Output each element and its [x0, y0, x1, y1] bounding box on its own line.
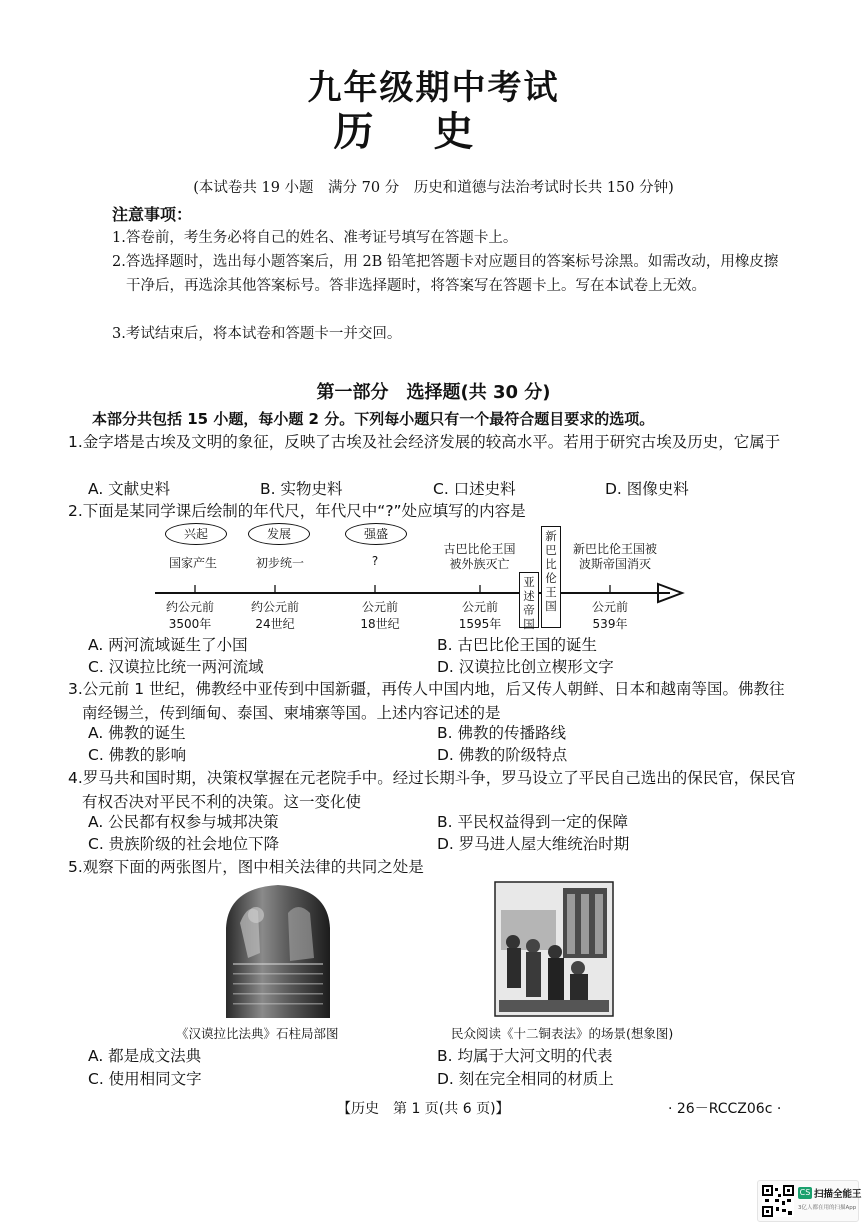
date-line: 公元前 — [591, 600, 628, 614]
date-line: 24世纪 — [255, 617, 295, 631]
hammurabi-stele-image — [218, 883, 338, 1018]
part-description: 本部分共包括 15 小题，每小题 2 分。下列每小题只有一个最符合题目要求的选项。 — [92, 410, 655, 428]
page-footer: 【历史 第 1 页(共 6 页)】 — [337, 1101, 510, 1117]
timeline-event: 新巴比伦王国被 — [572, 542, 657, 556]
timeline-event: 被外族灭亡 — [449, 557, 510, 571]
notice-item: 2.答选择题时，选出每小题答案后，用 2B 铅笔把答题卡对应题目的答案标号涂黑。如需改动，用橡皮擦干净后，再选涂其他答案标号。答非选择题时，将答案写在答题卡上。写在本试卷上无效。 — [112, 254, 779, 294]
timeline-date — [155, 598, 225, 632]
scanner-name: 扫描全能王 — [814, 1189, 862, 1200]
date-line: 1595年 — [458, 617, 502, 631]
timeline-oval: 兴起 — [165, 523, 227, 545]
option-a: A. 文献史料 — [88, 480, 171, 498]
timeline-date — [445, 598, 515, 632]
scanner-badge: CS — [799, 1188, 811, 1197]
part-heading: 第一部分 选择题(共 30 分) — [316, 382, 551, 403]
neo-babylon-label: 新巴比伦王国 — [545, 529, 557, 613]
question-stem: 1.金字塔是古埃及文明的象征，反映了古埃及社会经济发展的较高水平。若用于研究古埃及历史，它属于 — [68, 433, 781, 451]
timeline-event: 波斯帝国消灭 — [578, 557, 651, 571]
exam-code: · 26－RCCZ06c · — [668, 1101, 782, 1117]
timeline-event: 初步统一 — [255, 556, 304, 570]
option-d: D. 佛教的阶级特点 — [437, 746, 568, 764]
date-line: 约公元前 — [250, 600, 299, 614]
question-stem: 4.罗马共和国时期，决策权掌握在元老院手中。经过长期斗争，罗马设立了平民自己选出的保民官，保民官有权否决对平民不利的决策。这一变化使 — [68, 769, 796, 811]
timeline-event: 古巴比伦王国 — [443, 542, 516, 556]
subject-title: 历史 — [333, 109, 534, 155]
timeline-date — [345, 598, 415, 632]
scanner-subtitle: 3亿人都在用的扫描App — [798, 1205, 857, 1211]
date-line: 公元前 — [361, 600, 398, 614]
assyria-box — [519, 572, 539, 631]
date-line: 539年 — [592, 617, 628, 631]
option-a: A. 两河流域诞生了小国 — [88, 636, 248, 654]
exam-info: (本试卷共 19 小题 满分 70 分 历史和道德与法治考试时长共 150 分钟) — [193, 180, 674, 196]
option-c: C. 佛教的影响 — [88, 746, 187, 764]
option-b: B. 均属于大河文明的代表 — [437, 1047, 613, 1065]
option-c: C. 汉谟拉比统一两河流域 — [88, 658, 264, 676]
timeline-oval: 强盛 — [345, 523, 407, 545]
option-d: D. 罗马进人屋大维统治时期 — [437, 835, 630, 853]
scanner-watermark — [757, 1180, 862, 1222]
notice-item: 1.答卷前，考生务必将自己的姓名、准考证号填写在答题卡上。 — [112, 230, 518, 246]
option-b: B. 平民权益得到一定的保障 — [437, 813, 628, 831]
timeline-oval: 发展 — [248, 523, 310, 545]
neo-babylon-box — [541, 526, 561, 628]
timeline-date — [575, 598, 645, 632]
option-c: C. 口述史料 — [433, 480, 516, 498]
option-c: C. 贵族阶级的社会地位下降 — [88, 835, 280, 853]
option-c: C. 使用相同文字 — [88, 1070, 202, 1088]
date-line: 公元前 — [461, 600, 498, 614]
date-line: 18世纪 — [360, 617, 400, 631]
qr-code-icon — [762, 1185, 794, 1217]
question-stem: 5.观察下面的两张图片，图中相关法律的共同之处是 — [68, 858, 424, 876]
question-stem: 2.下面是某同学课后绘制的年代尺，年代尺中“?”处应填写的内容是 — [68, 502, 526, 520]
option-d: D. 图像史料 — [605, 480, 689, 498]
twelve-tables-image — [493, 880, 615, 1018]
option-a: A. 都是成文法典 — [88, 1047, 202, 1065]
option-b: B. 古巴比伦王国的诞生 — [437, 636, 597, 654]
notice-heading: 注意事项： — [112, 205, 193, 224]
option-a: A. 佛教的诞生 — [88, 724, 186, 742]
option-d: D. 汉谟拉比创立楔形文字 — [437, 658, 614, 676]
twelve-tables-caption: 民众阅读《十二铜表法》的场景(想象图) — [451, 1026, 674, 1041]
timeline-event: ? — [371, 554, 379, 568]
option-b: B. 实物史料 — [260, 480, 343, 498]
notice-item: 3.考试结束后，将本试卷和答题卡一并交回。 — [112, 326, 402, 342]
option-b: B. 佛教的传播路线 — [437, 724, 566, 742]
stele-caption: 《汉谟拉比法典》石柱局部图 — [176, 1026, 339, 1041]
timeline-event: 国家产生 — [168, 556, 217, 570]
date-line: 约公元前 — [165, 600, 214, 614]
question-stem: 3.公元前 1 世纪，佛教经中亚传到中国新疆，再传人中国内地，后又传人朝鲜、日本和越南等国。佛教往南经锡兰，传到缅甸、泰国、柬埔寨等国。上述内容记述的是 — [68, 680, 785, 722]
option-d: D. 刻在完全相同的材质上 — [437, 1070, 614, 1088]
exam-title: 九年级期中考试 — [307, 68, 560, 108]
date-line: 3500年 — [168, 617, 212, 631]
assyria-label: 亚述帝国 — [523, 575, 535, 631]
timeline-date — [240, 598, 310, 632]
option-a: A. 公民都有权参与城邦决策 — [88, 813, 279, 831]
